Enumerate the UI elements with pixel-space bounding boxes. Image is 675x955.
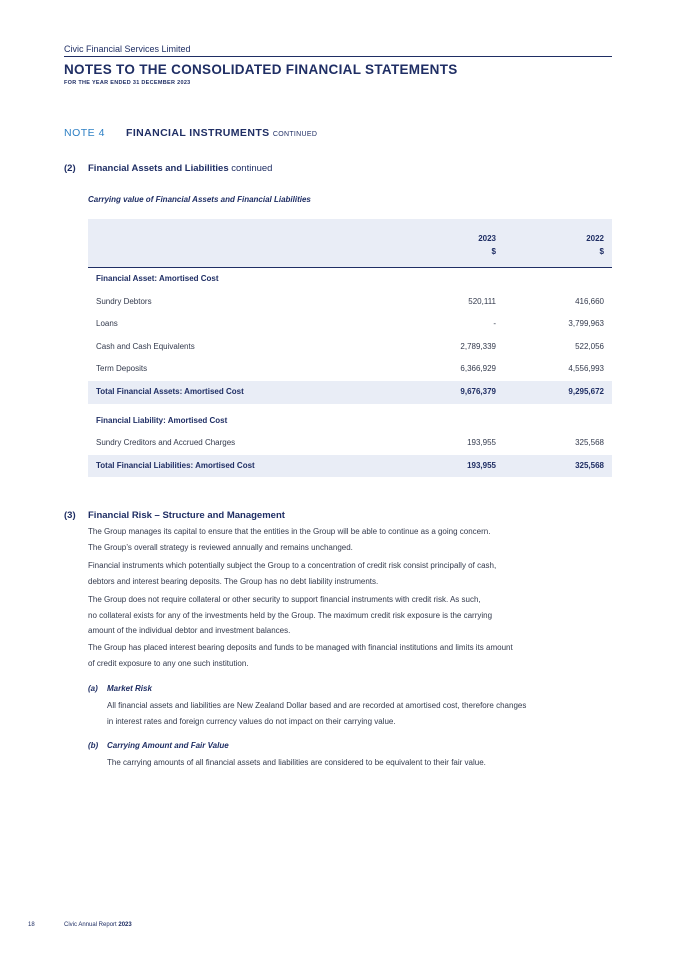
row-label: Sundry Creditors and Accrued Charges [96, 438, 236, 448]
column-year: 2023 [478, 234, 496, 243]
paragraph-line: amount of the individual debtor and investment balances. [88, 626, 291, 635]
table-header [88, 219, 612, 268]
paragraph-line: The Group does not require collateral or other security to support financial instruments with credit risk. As such, [88, 595, 481, 604]
note-title-text: FINANCIAL INSTRUMENTS [126, 127, 270, 139]
table-row [88, 313, 612, 336]
header-rule [64, 56, 612, 57]
total-value-2022: 9,295,672 [568, 386, 604, 396]
column-header-2022 [524, 232, 604, 258]
total-value-2022: 325,568 [575, 460, 604, 470]
subsection-marker: (a) [88, 684, 98, 693]
paragraph-line: The carrying amounts of all financial assets and liabilities are considered to be equivalent to their fair value. [107, 758, 486, 767]
paragraph [88, 640, 612, 671]
subsection-title: Market Risk [107, 684, 152, 693]
row-value-2023: - [493, 319, 496, 329]
total-label: Total Financial Liabilities: Amortised Cost [96, 460, 255, 470]
note-title [126, 127, 317, 139]
table-caption: Carrying value of Financial Assets and Financial Liabilities [88, 195, 311, 204]
subsection-a-heading [88, 684, 152, 693]
note-title-suffix: CONTINUED [272, 131, 318, 138]
table-row [88, 358, 612, 381]
paragraph-line: of credit exposure to any one such institution. [88, 658, 249, 668]
paragraph-line: no collateral exists for any of the investments held by the Group. The maximum credit risk exposure is the carrying [88, 610, 493, 620]
footer-year: 2023 [118, 922, 132, 928]
section-2-title [88, 163, 272, 174]
paragraph [88, 592, 612, 639]
group-label: Financial Liability: Amortised Cost [96, 415, 228, 425]
row-value-2022: 416,660 [575, 296, 604, 306]
row-label: Cash and Cash Equivalents [96, 341, 195, 351]
table-group-row [88, 410, 612, 433]
row-value-2022: 522,056 [575, 341, 604, 351]
section-2-title-suffix: continued [231, 163, 273, 174]
row-label: Term Deposits [96, 364, 148, 374]
financial-instruments-table [88, 219, 612, 477]
subsection-a-text [107, 698, 612, 729]
column-header-2023 [416, 232, 496, 258]
total-value-2023: 193,955 [467, 460, 496, 470]
row-value-2023: 193,955 [467, 438, 496, 448]
paragraph-line: in interest rates and foreign currency values do not impact on their carrying value. [107, 716, 396, 726]
column-unit: $ [491, 247, 496, 256]
column-unit: $ [599, 247, 604, 256]
section-2-title-text: Financial Assets and Liabilities [88, 163, 229, 174]
total-value-2023: 9,676,379 [460, 386, 496, 396]
section-2-number: (2) [64, 163, 76, 174]
paragraph [88, 524, 612, 555]
table-total-row [88, 455, 612, 478]
table-row [88, 336, 612, 359]
paragraph-line: The Group has placed interest bearing deposits and funds to be managed with financial institutions and limits its amount [88, 643, 513, 652]
page-title: NOTES TO THE CONSOLIDATED FINANCIAL STATEMENTS [64, 62, 458, 77]
paragraph-line: Financial instruments which potentially subject the Group to a concentration of credit risk consist principally of cash, [88, 561, 497, 570]
note-label: NOTE 4 [64, 127, 105, 139]
footer-brand-text: Civic Annual Report [64, 922, 117, 928]
subsection-b-heading [88, 741, 229, 750]
row-value-2022: 325,568 [575, 438, 604, 448]
row-value-2023: 2,789,339 [460, 341, 496, 351]
row-value-2022: 4,556,993 [568, 364, 604, 374]
subsection-marker: (b) [88, 741, 99, 750]
paragraph-line: debtors and interest bearing deposits. The Group has no debt liability instruments. [88, 576, 379, 586]
paragraph-line: The Group manages its capital to ensure that the entities in the Group will be able to continue as a going concern. [88, 527, 491, 536]
table-total-row [88, 381, 612, 404]
row-value-2023: 520,111 [468, 296, 496, 306]
section-3-number: (3) [64, 510, 76, 521]
group-label: Financial Asset: Amortised Cost [96, 274, 219, 283]
row-value-2023: 6,366,929 [460, 364, 496, 374]
page-subtitle: FOR THE YEAR ENDED 31 DECEMBER 2023 [64, 80, 191, 86]
table-group-row [88, 268, 612, 291]
paragraph-line: The Group’s overall strategy is reviewed annually and remains unchanged. [88, 542, 353, 552]
table-row [88, 291, 612, 314]
column-year: 2022 [586, 234, 604, 243]
paragraph-line: All financial assets and liabilities are New Zealand Dollar based and are recorded at amortised cost, therefore changes [107, 701, 527, 710]
total-label: Total Financial Assets: Amortised Cost [96, 386, 244, 396]
footer-brand [64, 922, 132, 928]
subsection-title: Carrying Amount and Fair Value [107, 741, 229, 750]
paragraph [88, 558, 612, 589]
row-value-2022: 3,799,963 [568, 319, 604, 329]
table-row [88, 432, 612, 455]
company-name: Civic Financial Services Limited [64, 44, 191, 54]
page-number: 18 [28, 922, 35, 928]
section-3-title: Financial Risk – Structure and Management [88, 510, 285, 521]
row-label: Loans [96, 319, 118, 329]
subsection-b-text [107, 755, 612, 771]
page-footer [28, 922, 132, 928]
row-label: Sundry Debtors [96, 296, 152, 306]
